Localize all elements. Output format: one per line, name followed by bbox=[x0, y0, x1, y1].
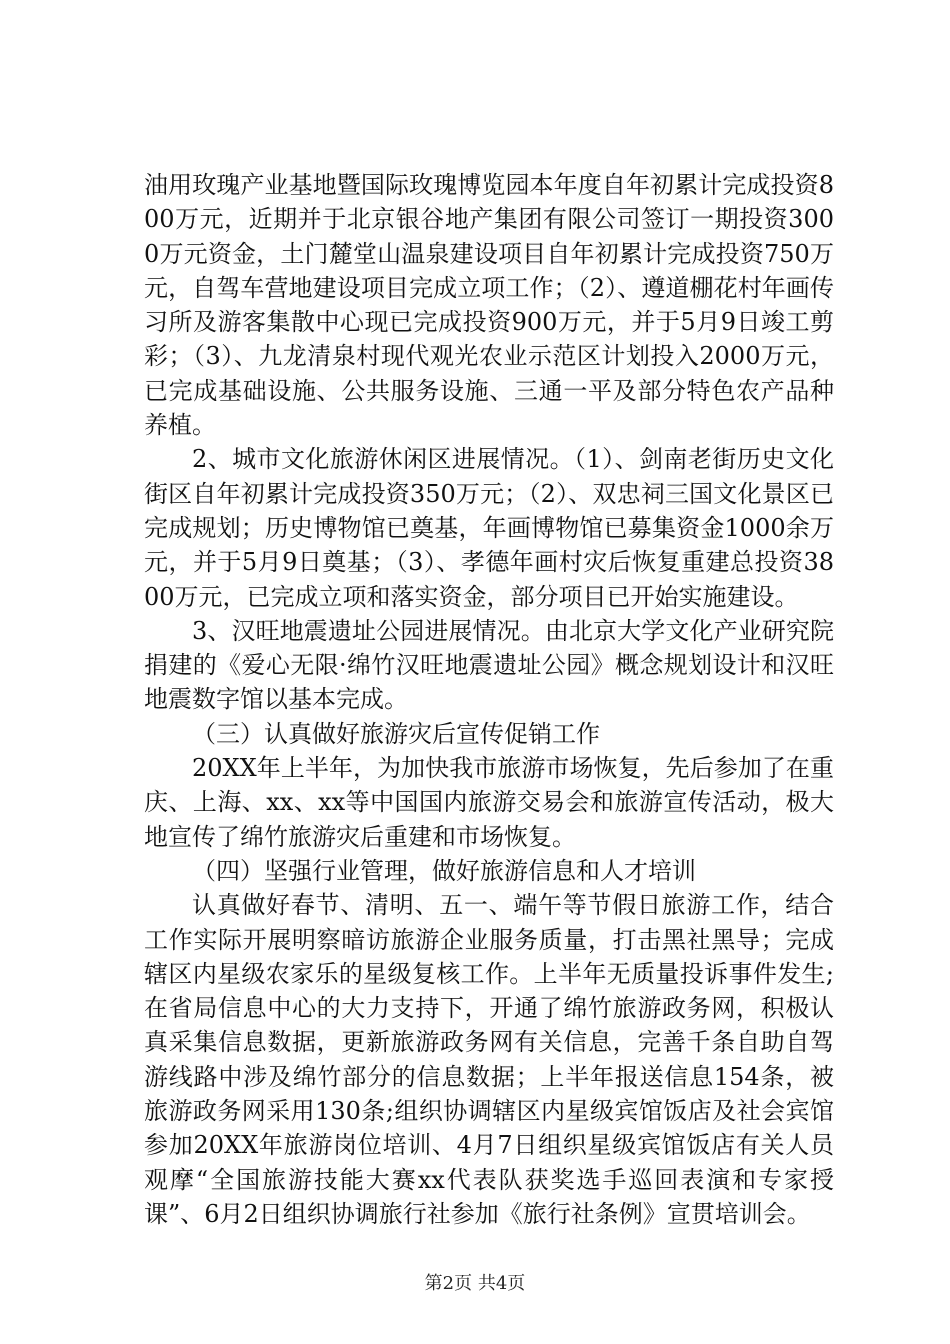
page-footer: 第2页 共4页 bbox=[424, 1273, 526, 1294]
paragraph-city-culture-tourism: 2、城市文化旅游休闲区进展情况。（1）、剑南老街历史文化街区自年初累计完成投资350万元；（2）、双忠祠三国文化景区已完成规划；历史博物馆已奠基，年画博物馆已募集资金1000余万元，并于5月9日奠基；（3）、孝德年画村灾后恢复重建总投资3800万元，已完成立项和落实资金，部分项目已开始实施建设。 bbox=[144, 445, 834, 611]
paragraph-promotion: 20XX年上半年，为加快我市旅游市场恢复，先后参加了在重庆、上海、xx、xx等中国国内旅游交易会和旅游宣传活动，极大地宣传了绵竹旅游灾后重建和市场恢复。 bbox=[144, 754, 834, 851]
section-heading-management: （四）坚强行业管理，做好旅游信息和人才培训 bbox=[192, 856, 696, 885]
paragraph-management: 认真做好春节、清明、五一、端午等节假日旅游工作，结合工作实际开展明察暗访旅游企业服务质量，打击黑社黑导；完成辖区内星级农家乐的星级复核工作。上半年无质量投诉事件发生;在省局信息中心的大力支持下，开通了绵竹旅游政务网，积极认真采集信息数据，更新旅游政务网有关信息，完善千条自助自驾游线路中涉及绵竹部分的信息数据；上半年报送信息154条，被旅游政务网采用130条;组织协调辖区内星级宾馆饭店及社会宾馆参加20XX年旅游岗位培训、4月7日组织星级宾馆饭店有关人员观摩“全国旅游技能大赛xx代表队获奖选手巡回表演和专家授课”、6月2日组织协调旅行社参加《旅行社条例》宣贯培训会。 bbox=[144, 891, 834, 1228]
document-body bbox=[144, 168, 834, 1231]
paragraph-continuation: 油用玫瑰产业基地暨国际玫瑰博览园本年度自年初累计完成投资800万元，近期并于北京银谷地产集团有限公司签订一期投资3000万元资金，土门麓堂山温泉建设项目自年初累计完成投资750万元，自驾车营地建设项目完成立项工作；（2）、遵道棚花村年画传习所及游客集散中心现已完成投资900万元，并于5月9日竣工剪彩；（3）、九龙清泉村现代观光农业示范区计划投入2000万元，已完成基础设施、公共服务设施、三通一平及部分特色农产品种养植。 bbox=[144, 171, 834, 440]
section-heading-promotion: （三）认真做好旅游灾后宣传促销工作 bbox=[192, 719, 600, 748]
paragraph-hanwang-earthquake-park: 3、汉旺地震遗址公园进展情况。由北京大学文化产业研究院捐建的《爱心无限·绵竹汉旺地震遗址公园》概念规划设计和汉旺地震数字馆以基本完成。 bbox=[144, 616, 834, 714]
